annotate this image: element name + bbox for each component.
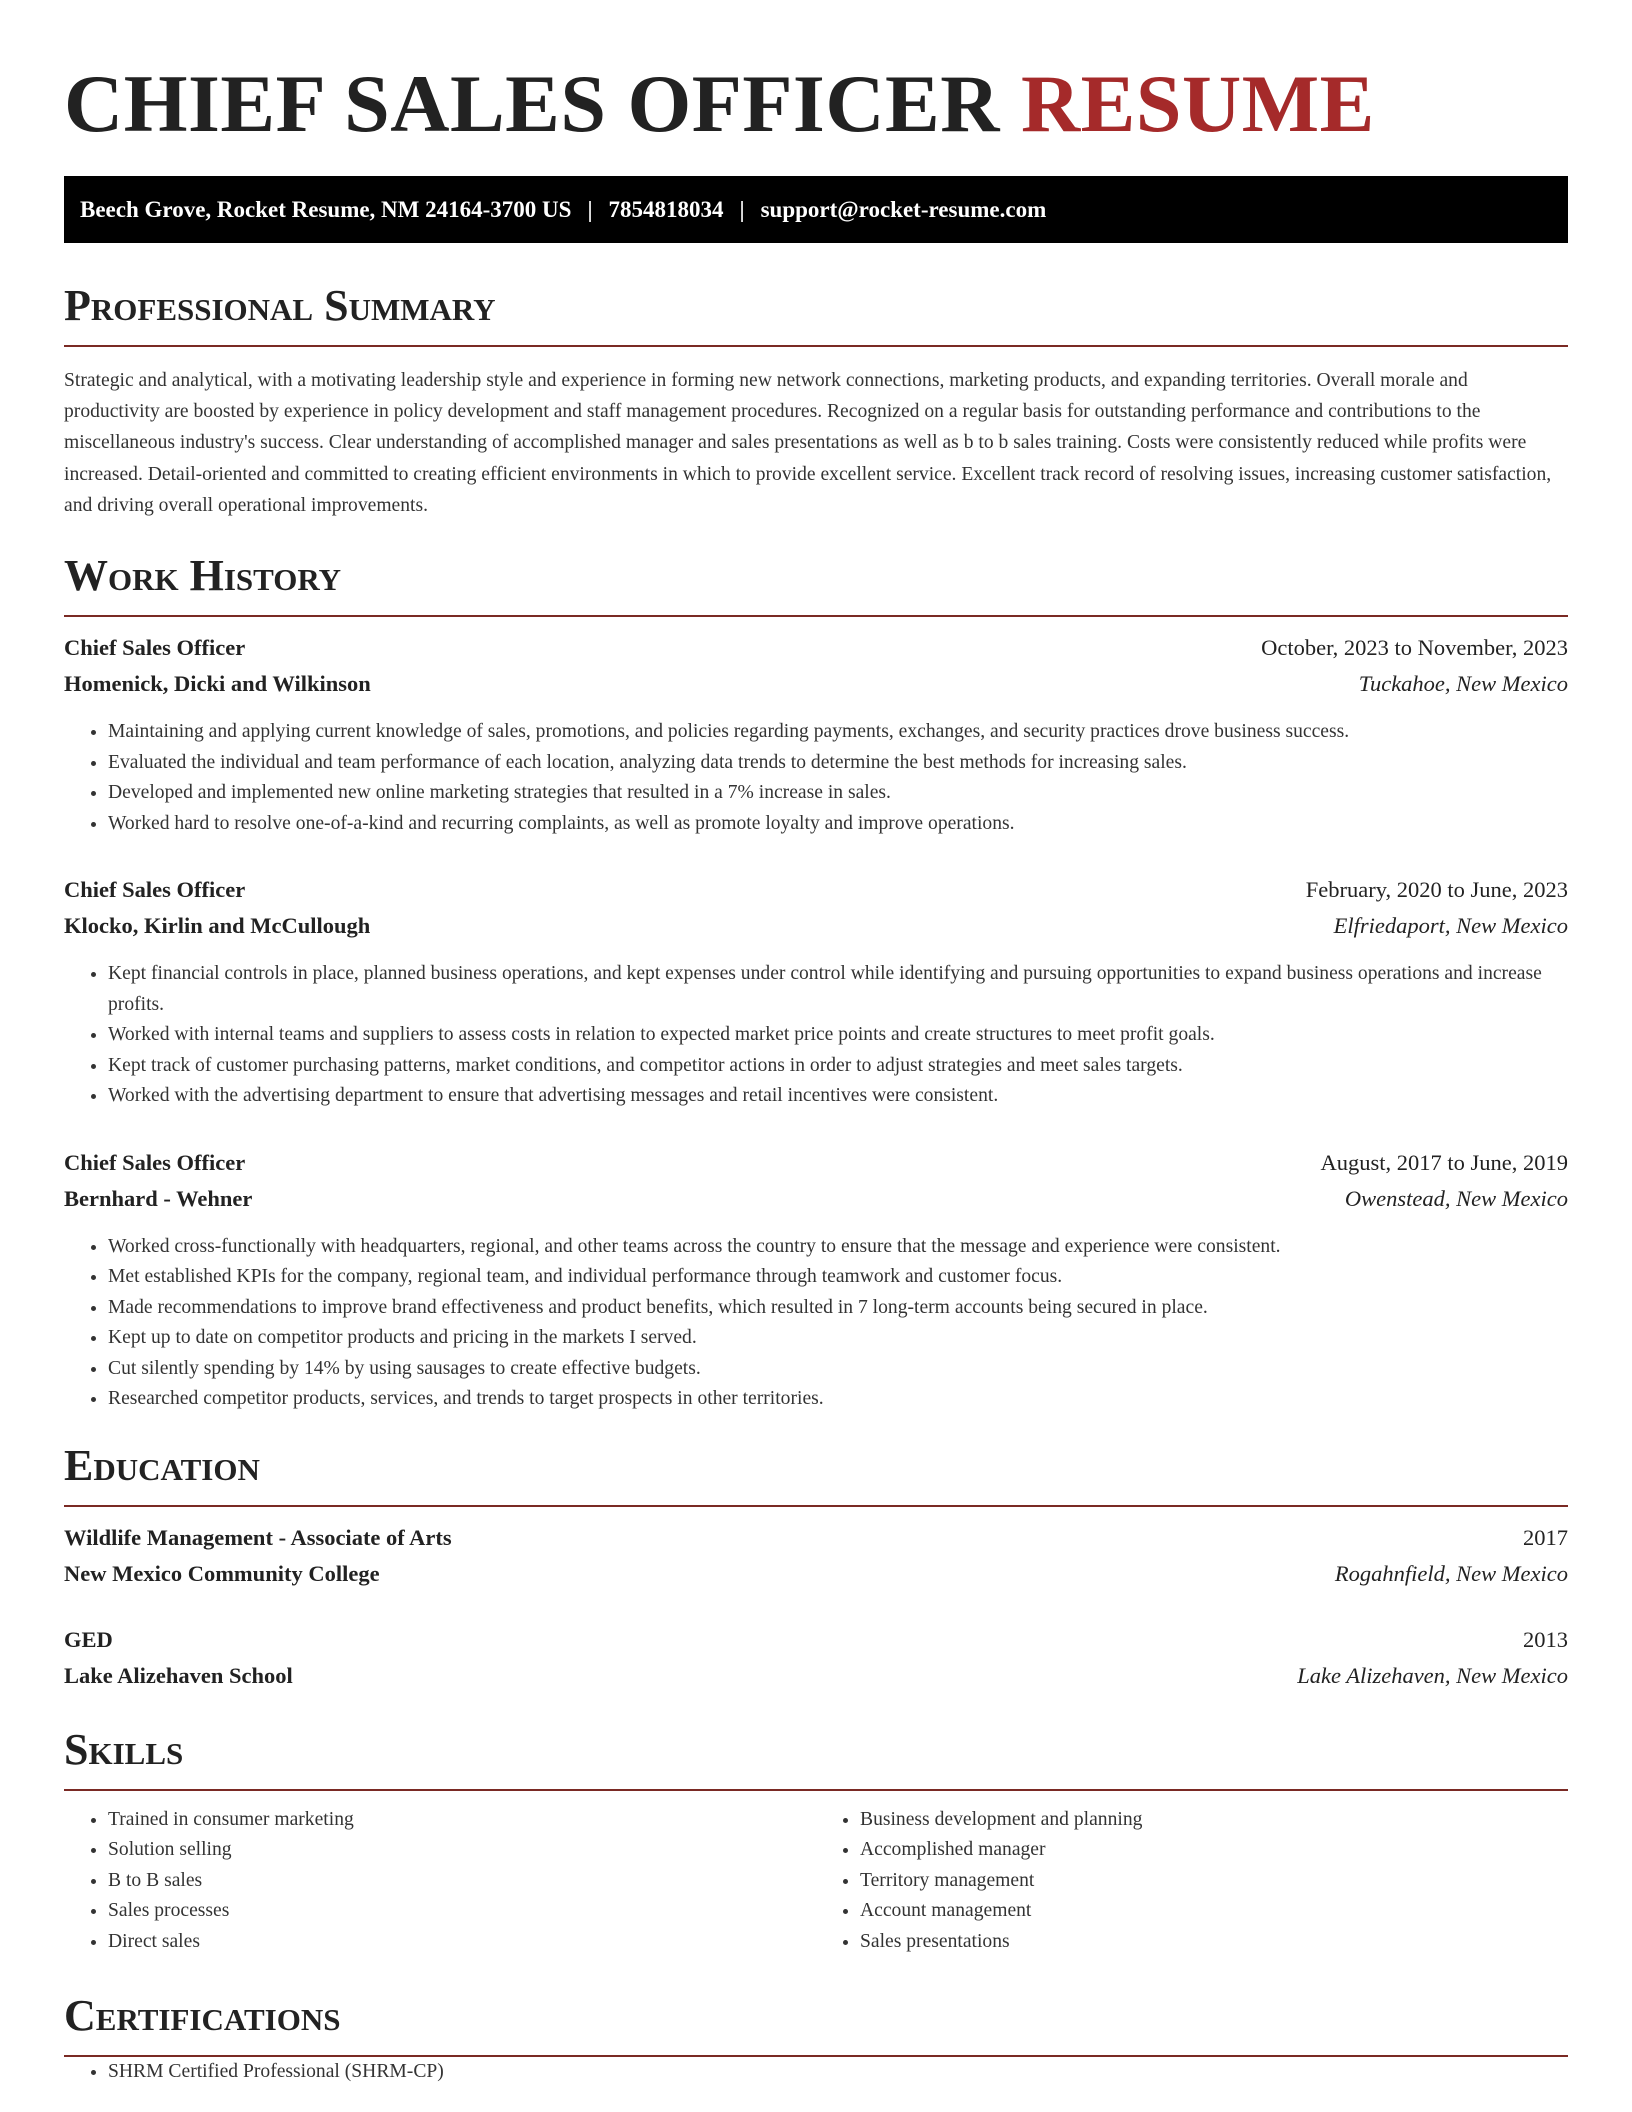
job-bullet: • Kept financial controls in place, planned business operations, and kept expenses under control while identifying and pursuing opportunities to expand business operations and increase profits. (108, 959, 1568, 1020)
job-company: Klocko, Kirlin and McCullough (64, 913, 371, 939)
education-year: 2017 (1523, 1524, 1568, 1550)
job-title: Chief Sales Officer (64, 1149, 246, 1175)
certifications-heading: Certifications (64, 1991, 1568, 2057)
skill-item: • Trained in consumer marketing (108, 1805, 816, 1836)
summary-heading: Professional Summary (64, 281, 1568, 347)
title-accent: RESUME (1020, 58, 1375, 149)
education-school: Lake Alizehaven School (64, 1662, 293, 1688)
education-location: Rogahnfield, New Mexico (1334, 1560, 1568, 1586)
skills-heading: Skills (64, 1725, 1568, 1791)
resume-title (64, 56, 1568, 152)
job-dates: August, 2017 to June, 2019 (1320, 1149, 1568, 1175)
job-entry (64, 877, 1568, 1112)
job-bullet: • Worked with internal teams and suppliers to assess costs in relation to expected market price points and create structures to meet profit goals. (108, 1020, 1568, 1051)
education-degree: Wildlife Management - Associate of Arts (64, 1524, 452, 1550)
job-bullets (64, 1232, 1568, 1415)
skill-item: • Solution selling (108, 1835, 816, 1866)
contact-address: Beech Grove, Rocket Resume, NM 24164-3700 US (80, 196, 572, 222)
job-bullet: • Worked cross-functionally with headquarters, regional, and other teams across the country to ensure that the message and experience were consistent. (108, 1232, 1568, 1263)
work-history-section (64, 551, 1568, 1415)
education-section (64, 1441, 1568, 1699)
job-dates: October, 2023 to November, 2023 (1261, 635, 1568, 661)
job-bullet: • Kept up to date on competitor products and pricing in the markets I served. (108, 1323, 1568, 1354)
job-bullets (64, 717, 1568, 839)
education-location: Lake Alizehaven, New Mexico (1297, 1662, 1568, 1688)
job-bullet: • Met established KPIs for the company, regional team, and individual performance through teamwork and customer focus. (108, 1262, 1568, 1293)
job-bullets (64, 959, 1568, 1112)
summary-section (64, 281, 1568, 521)
job-bullet: • Cut silently spending by 14% by using sausages to create effective budgets. (108, 1354, 1568, 1385)
job-company: Homenick, Dicki and Wilkinson (64, 671, 371, 697)
job-bullet: • Developed and implemented new online marketing strategies that resulted in a 7% increase in sales. (108, 778, 1568, 809)
job-bullet: • Maintaining and applying current knowledge of sales, promotions, and policies regarding payments, exchanges, and security practices drove business success. (108, 717, 1568, 748)
skills-grid (64, 1805, 1568, 1958)
education-degree: GED (64, 1626, 113, 1652)
education-heading: Education (64, 1441, 1568, 1507)
job-bullet: • Worked hard to resolve one-of-a-kind and recurring complaints, as well as promote loyalty and improve operations. (108, 809, 1568, 840)
skills-section (64, 1725, 1568, 1958)
job-entry (64, 635, 1568, 839)
contact-email: support@rocket-resume.com (760, 196, 1047, 222)
job-bullet: • Researched competitor products, services, and trends to target prospects in other territories. (108, 1384, 1568, 1415)
job-dates: February, 2020 to June, 2023 (1305, 877, 1568, 903)
certifications-section (64, 1991, 1568, 2088)
skill-item: • B to B sales (108, 1866, 816, 1897)
skills-list-left (64, 1805, 816, 1958)
skill-item: • Account management (860, 1896, 1568, 1927)
title-main: CHIEF SALES OFFICER (64, 58, 1000, 149)
job-location: Elfriedaport, New Mexico (1333, 913, 1568, 939)
certifications-list (64, 2057, 1568, 2088)
education-year: 2013 (1523, 1626, 1568, 1652)
job-company: Bernhard - Wehner (64, 1185, 253, 1211)
education-school: New Mexico Community College (64, 1560, 380, 1586)
skill-item: • Direct sales (108, 1927, 816, 1958)
job-bullet: • Kept track of customer purchasing patterns, market conditions, and competitor actions in order to adjust strategies and meet sales targets. (108, 1051, 1568, 1082)
summary-text: Strategic and analytical, with a motivating leadership style and experience in forming new network connections, marketing products, and expanding territories. Overall morale and productivity are boosted by experience in policy development and staff management procedures. Recognized on a regular basis for outstanding performance and contributions to the miscellaneous industry's success. Clear understanding of accomplished manager and sales presentations as well as b to b sales training. Costs were consistently reduced while profits were increased. Detail-oriented and committed to creating efficient environments in which to provide excellent service. Excellent track record of resolving issues, increasing customer satisfaction, and driving overall operational improvements. (64, 370, 1552, 516)
contact-phone: 7854818034 (608, 196, 724, 222)
job-title: Chief Sales Officer (64, 877, 246, 903)
education-entry (64, 1627, 1568, 1699)
skill-item: • Accomplished manager (860, 1835, 1568, 1866)
education-entry (64, 1525, 1568, 1597)
skill-item: • Sales processes (108, 1896, 816, 1927)
job-title: Chief Sales Officer (64, 635, 246, 661)
skill-item: • Business development and planning (860, 1805, 1568, 1836)
work-history-heading: Work History (64, 551, 1568, 617)
resume-page (64, 0, 1568, 2088)
skill-item: • Sales presentations (860, 1927, 1568, 1958)
skills-list-right (816, 1805, 1568, 1958)
certification-item: • SHRM Certified Professional (SHRM-CP) (108, 2057, 1568, 2088)
job-bullet: • Made recommendations to improve brand effectiveness and product benefits, which resulted in 7 long-term accounts being secured in place. (108, 1293, 1568, 1324)
job-entry (64, 1150, 1568, 1415)
contact-bar (64, 176, 1568, 243)
job-location: Tuckahoe, New Mexico (1358, 671, 1568, 697)
job-location: Owenstead, New Mexico (1344, 1185, 1568, 1211)
job-bullet: • Evaluated the individual and team performance of each location, analyzing data trends to determine the best methods for increasing sales. (108, 748, 1568, 779)
skill-item: • Territory management (860, 1866, 1568, 1897)
contact-separator: | (587, 196, 593, 222)
contact-separator: | (739, 196, 745, 222)
job-bullet: • Worked with the advertising department to ensure that advertising messages and retail incentives were consistent. (108, 1081, 1568, 1112)
